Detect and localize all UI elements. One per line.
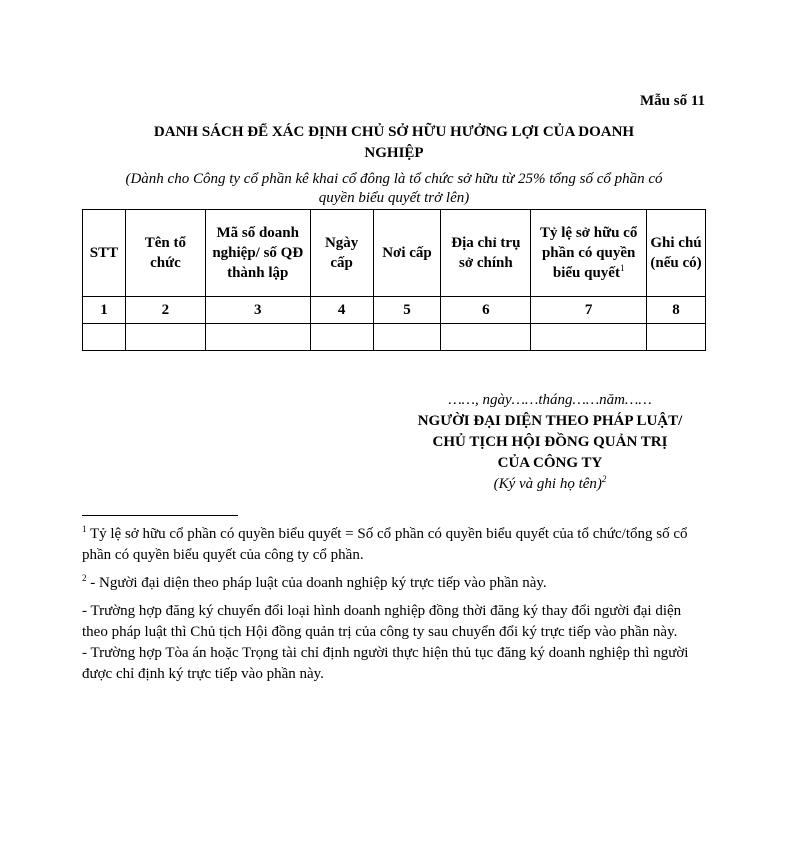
footnote-ref-2: 2 [601,474,607,484]
signer-role-line-2: CHỦ TỊCH HỘI ĐỒNG QUẢN TRỊ [432,434,668,450]
signer-role-line-3: CỦA CÔNG TY [497,455,603,471]
column-number: 6 [441,297,531,324]
column-number: 1 [83,297,126,324]
table-cell [441,324,531,351]
ownership-table [82,209,706,351]
table-cell [205,324,310,351]
title-line-2: NGHIỆP [364,145,424,161]
table-cell [83,324,126,351]
table-header-row [83,210,706,297]
signature-note [390,474,710,495]
column-number: 2 [125,297,205,324]
column-number: 5 [373,297,441,324]
signature-block [390,390,710,495]
document-title [82,122,706,164]
footnote-1 [82,524,702,566]
column-number: 4 [310,297,373,324]
table-cell [125,324,205,351]
table-cell [647,324,706,351]
footnote-ref-1: 1 [619,263,625,273]
table-number-row [83,297,706,324]
subtitle-line-1: (Dành cho Công ty cổ phần kê khai cổ đông là tổ chức sở hữu từ 25% tổng số cổ phần có [125,171,663,187]
footnote-1-text: Tỷ lệ sở hữu cổ phần có quyền biểu quyết = Số cổ phần có quyền biểu quyết của tổ chức/tổng số cổ phần có quyền biểu quyết của công ty cổ phần. [82,526,688,563]
table-cell [310,324,373,351]
header-issue-place: Nơi cấp [373,210,441,297]
table-cell [531,324,647,351]
table-cell [373,324,441,351]
footnote-2-text: - Người đại diện theo pháp luật của doanh nghiệp ký trực tiếp vào phần này. [86,575,547,591]
column-number: 8 [647,297,706,324]
title-line-1: DANH SÁCH ĐỂ XÁC ĐỊNH CHỦ SỞ HỮU HƯỞNG LỢI CỦA DOANH [153,124,635,140]
header-voting-ownership-ratio [531,210,647,297]
header-head-office-address: Địa chỉ trụ sở chính [441,210,531,297]
header-organization-name: Tên tổ chức [125,210,205,297]
footnote-2-paragraph-3: - Trường hợp Tòa án hoặc Trọng tài chỉ định người thực hiện thủ tục đăng ký doanh nghiệp thì người được chỉ định ký trực tiếp vào phần này. [82,645,689,682]
date-line: ……, ngày……tháng……năm…… [448,392,652,408]
subtitle-line-2: quyền biểu quyết trở lên) [318,190,470,206]
header-issue-date: Ngày cấp [310,210,373,297]
form-number: Mẫu số 11 [639,93,705,109]
signer-role-line-1: NGƯỜI ĐẠI DIỆN THEO PHÁP LUẬT/ [417,413,683,429]
column-number: 7 [531,297,647,324]
header-note: Ghi chú (nếu có) [647,210,706,297]
footnote-2-mark: 2 [82,573,87,583]
footnotes [82,524,702,685]
footnote-2 [82,573,702,594]
footnote-1-mark: 1 [82,524,87,534]
sign-note-text: (Ký và ghi họ tên) [493,476,602,492]
header-stt: STT [83,210,126,297]
table-row [83,324,706,351]
header-enterprise-code: Mã số doanh nghiệp/ số QĐ thành lập [205,210,310,297]
footnote-divider [82,515,238,516]
voting-ratio-label: Tỷ lệ sở hữu cổ phần có quyền biểu quyết [540,225,638,281]
document-subtitle [82,170,706,208]
column-number: 3 [205,297,310,324]
footnote-2-paragraph-2: - Trường hợp đăng ký chuyển đổi loại hình doanh nghiệp đồng thời đăng ký thay đổi người đại diện theo pháp luật thì Chủ tịch Hội đồng quản trị của công ty sau chuyển đổi ký trực tiếp vào phần này. [82,603,682,640]
